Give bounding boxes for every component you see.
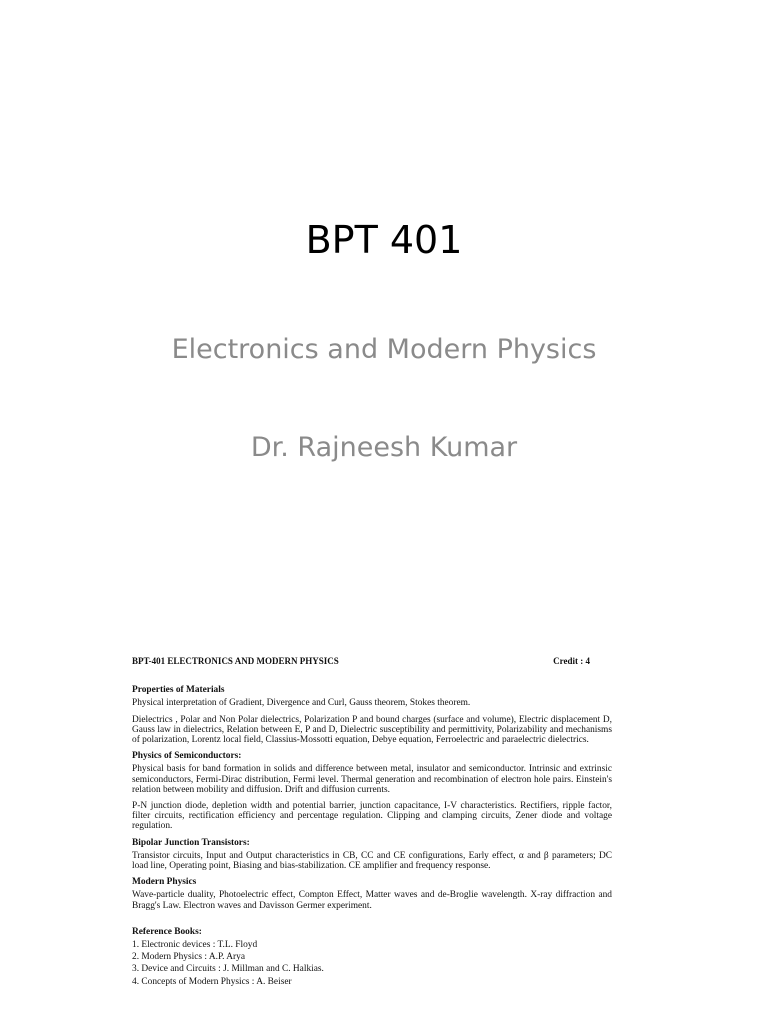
- slide-author: Dr. Rajneesh Kumar: [250, 432, 518, 463]
- section-heading: Bipolar Junction Transistors:: [132, 837, 250, 848]
- reference-item: 4. Concepts of Modern Physics : A. Beiser: [132, 976, 292, 987]
- section-heading: Physics of Semiconductors:: [132, 751, 242, 762]
- section-paragraph: Physical basis for band formation in solids and difference between metal, insulator and semiconductor. Intrinsic and extrinsic semiconductors, Fermi-Dirac distribution, Fermi level. Thermal generation and recombination of electron hole pairs. Einstein's relation between mobility and diffusion. Drift and diffusion currents.: [132, 764, 612, 795]
- reference-item: 2. Modern Physics : A.P. Arya: [132, 952, 246, 963]
- reference-item: 1. Electronic devices : T.L. Floyd: [132, 940, 258, 951]
- section-paragraph: Dielectrics , Polar and Non Polar dielectrics, Polarization P and bound charges (surface and volume), Electric displacement D, Gauss law in dielectrics, Relation between E, P and D, Dielectric susceptibility and permittivity, Polarizability and mechanisms of polarization, Lorentz local field, Classius-Mossotti equation, Debye equation, Ferroelectric and paraelectric dielectrics.: [132, 714, 612, 746]
- section-paragraph: P-N junction diode, depletion width and potential barrier, junction capacitance, I-V characteristics. Rectifiers, ripple factor, filter circuits, rectification efficiency and percentage regulation. Clipping and clamping circuits, Zener diode and voltage regulation.: [132, 801, 612, 832]
- slide-title: BPT 401: [305, 218, 463, 262]
- syllabus-heading-row: [132, 656, 612, 666]
- section-paragraph: Physical interpretation of Gradient, Divergence and Curl, Gauss theorem, Stokes theorem.: [132, 698, 471, 709]
- references-heading: Reference Books:: [132, 926, 202, 937]
- reference-item: 3. Device and Circuits : J. Millman and C. Halkias.: [132, 964, 324, 975]
- syllabus-image: [132, 656, 612, 989]
- syllabus-heading: BPT-401 ELECTRONICS AND MODERN PHYSICS: [132, 656, 339, 666]
- section-paragraph: Wave-particle duality, Photoelectric effect, Compton Effect, Matter waves and de-Broglie wavelength. X-ray diffraction and Bragg's Law. Electron waves and Davisson Germer experiment.: [132, 890, 612, 911]
- syllabus-credit: Credit : 4: [553, 656, 590, 666]
- slide-subtitle: Electronics and Modern Physics: [171, 334, 597, 365]
- section-heading: Modern Physics: [132, 877, 197, 888]
- section-paragraph: Transistor circuits, Input and Output characteristics in CB, CC and CE configurations, Early effect, α and β parameters; DC load line, Operating point, Biasing and bias-stabilization. CE amplifier and frequency response.: [132, 850, 612, 872]
- section-heading: Properties of Materials: [132, 685, 225, 696]
